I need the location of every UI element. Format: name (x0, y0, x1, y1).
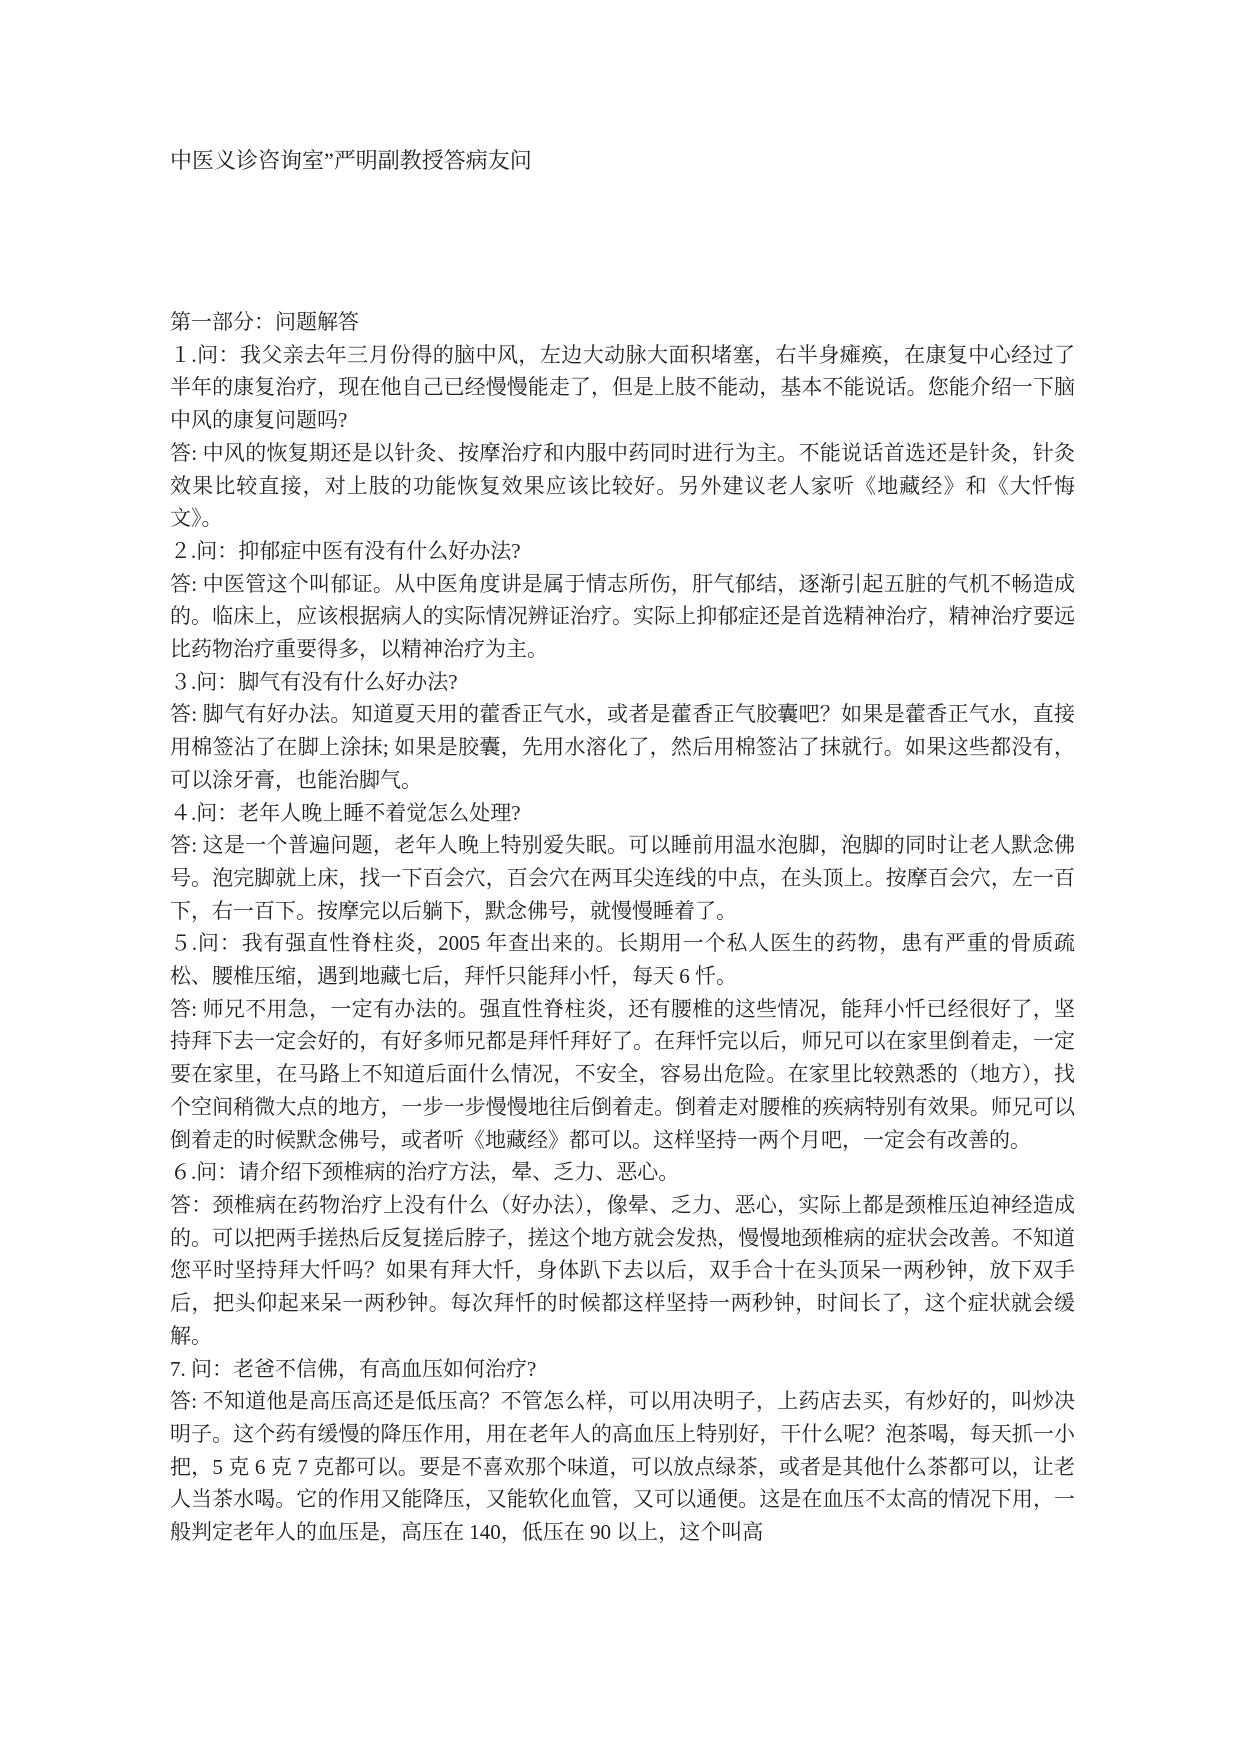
question-4: ４.问：老年人晚上睡不着觉怎么处理? (170, 800, 521, 825)
question-2: ２.问：抑郁症中医有没有什么好办法? (170, 538, 521, 563)
answer-5: 答: 师兄不用急，一定有办法的。强直性脊柱炎，还有腰椎的这些情况，能拜小忏已经很好了，坚持拜下去一定会好的，有好多师兄都是拜忏拜好了。在拜忏完以后，师兄可以在家里倒着走，一定要在家里，在马路上不知道后面什么情况，不安全，容易出危险。在家里比较熟悉的（地方），找个空间稍微大点的地方，一步一步慢慢地往后倒着走。倒着走对腰椎的疾病特别有效果。师兄可以倒着走的时候默念佛号，或者听《地藏经》都可以。这样坚持一两个月吧，一定会有改善的。 (170, 996, 1075, 1152)
answer-2: 答: 中医管这个叫郁证。从中医角度讲是属于情志所伤，肝气郁结，逐渐引起五脏的气机不畅造成的。临床上，应该根据病人的实际情况辨证治疗。实际上抑郁症还是首选精神治疗，精神治疗要远比药物治疗重要得多，以精神治疗为主。 (170, 571, 1075, 662)
question-1: １.问：我父亲去年三月份得的脑中风，左边大动脉大面积堵塞，右半身瘫痪，在康复中心经过了半年的康复治疗，现在他自己已经慢慢能走了，但是上肢不能动，基本不能说话。您能介绍一下脑中风的康复问题吗? (170, 342, 1075, 433)
document-body (170, 306, 1075, 1549)
answer-3: 答: 脚气有好办法。知道夏天用的藿香正气水，或者是藿香正气胶囊吧？如果是藿香正气水，直接用棉签沾了在脚上涂抹; 如果是胶囊，先用水溶化了，然后用棉签沾了抹就行。如果这些都没有，可以涂牙膏，也能治脚气。 (170, 702, 1075, 792)
answer-4: 答: 这是一个普遍问题，老年人晚上特别爱失眠。可以睡前用温水泡脚，泡脚的同时让老人默念佛号。泡完脚就上床，找一下百会穴，百会穴在两耳尖连线的中点，在头顶上。按摩百会穴，左一百下，右一百下。按摩完以后躺下，默念佛号，就慢慢睡着了。 (170, 833, 1075, 923)
document-title: 中医义诊咨询室”严明副教授答病友问 (170, 148, 532, 173)
answer-6: 答：颈椎病在药物治疗上没有什么（好办法），像晕、乏力、恶心，实际上都是颈椎压迫神经造成的。可以把两手搓热后反复搓后脖子，搓这个地方就会发热，慢慢地颈椎病的症状会改善。不知道您平时坚持拜大忏吗？如果有拜大忏，身体趴下去以后，双手合十在头顶呆一两秒钟，放下双手后，把头仰起来呆一两秒钟。每次拜忏的时候都这样坚持一两秒钟，时间长了，这个症状就会缓解。 (170, 1192, 1075, 1348)
section-heading: 第一部分：问题解答 (170, 310, 359, 334)
question-5: ５.问：我有强直性脊柱炎，2005 年查出来的。长期用一个私人医生的药物，患有严重的骨质疏松、腰椎压缩，遇到地藏七后，拜忏只能拜小忏，每天 6 忏。 (170, 931, 1075, 989)
question-7: 7. 问：老爸不信佛，有高血压如何治疗? (170, 1356, 537, 1381)
answer-7: 答: 不知道他是高压高还是低压高？不管怎么样，可以用决明子，上药店去买，有炒好的，叫炒决明子。这个药有缓慢的降压作用，用在老年人的高血压上特别好，干什么呢？泡茶喝，每天抓一小把，5 克 6 克 7 克都可以。要是不喜欢那个味道，可以放点绿茶，或者是其他什么茶都可以，让老人当茶水喝。它的作用又能降压，又能软化血管，又可以通便。这是在血压不太高的情况下用，一般判定老年人的血压是，高压在 140，低压在 90 以上，这个叫高 (170, 1389, 1075, 1545)
answer-1: 答: 中风的恢复期还是以针灸、按摩治疗和内服中药同时进行为主。不能说话首选还是针灸，针灸效果比较直接，对上肢的功能恢复效果应该比较好。另外建议老人家听《地藏经》和《大忏悔文》。 (170, 440, 1075, 531)
question-6: ６.问：请介绍下颈椎病的治疗方法，晕、乏力、恶心。 (170, 1160, 680, 1185)
question-3: ３.问：脚气有没有什么好办法? (170, 669, 458, 694)
